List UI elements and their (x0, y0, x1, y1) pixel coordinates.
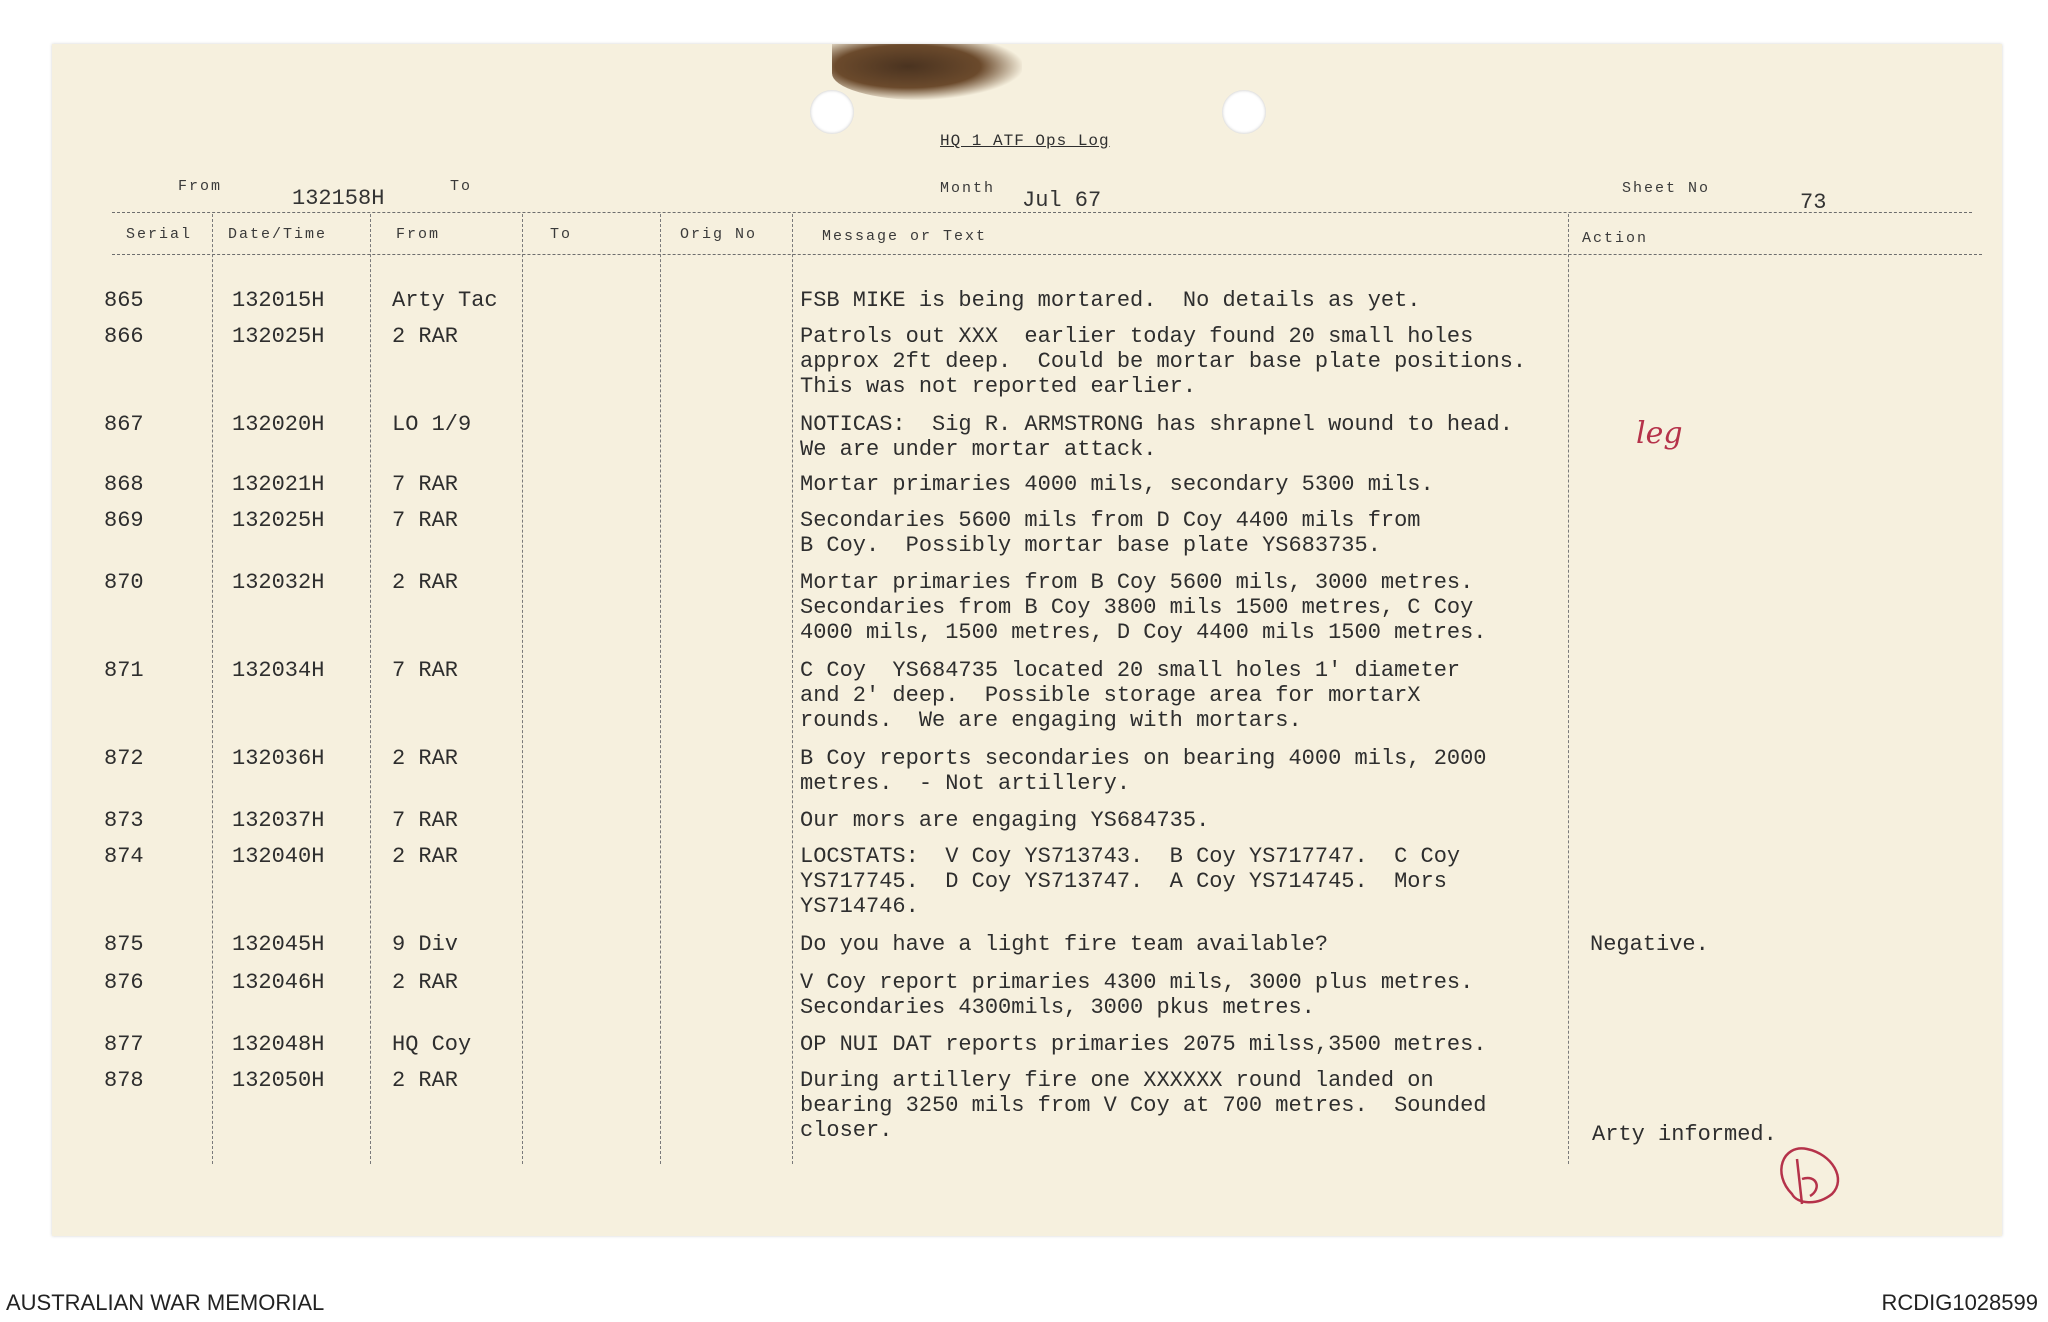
row-from: 7 RAR (392, 808, 459, 833)
row-serial: 872 (104, 746, 144, 771)
column-header-message: Message or Text (822, 228, 988, 245)
row-message: Secondaries 5600 mils from D Coy 4400 mils from B Coy. Possibly mortar base plate YS683735. (800, 508, 1421, 558)
month-value: Jul 67 (1022, 188, 1102, 213)
row-message: FSB MIKE is being mortared. No details as yet. (800, 288, 1421, 313)
row-time: 132025H (232, 324, 325, 349)
row-message: During artillery fire one XXXXXX round landed on bearing 3250 mils from V Coy at 700 metres. Sounded closer. (800, 1068, 1487, 1143)
row-serial: 874 (104, 844, 144, 869)
row-time: 132020H (232, 412, 325, 437)
row-message: Patrols out XXX earlier today found 20 small holes approx 2ft deep. Could be mortar base plate positions. This was not reported earlier. (800, 324, 1527, 399)
column-header-datetime: Date/Time (228, 226, 328, 243)
row-serial: 870 (104, 570, 144, 595)
from-label: From (178, 178, 223, 195)
row-serial: 873 (104, 808, 144, 833)
row-message: OP NUI DAT reports primaries 2075 milss,3500 metres. (800, 1032, 1487, 1057)
row-action: Negative. (1590, 932, 1709, 957)
row-message: NOTICAS: Sig R. ARMSTRONG has shrapnel wound to head. We are under mortar attack. (800, 412, 1513, 462)
row-action: Arty informed. (1592, 1122, 1777, 1147)
row-message: Mortar primaries 4000 mils, secondary 5300 mils. (800, 472, 1434, 497)
row-time: 132040H (232, 844, 325, 869)
row-from: 2 RAR (392, 570, 459, 595)
punch-hole-left (810, 90, 854, 134)
column-divider (212, 214, 213, 1164)
row-time: 132025H (232, 508, 325, 533)
column-header-orig-no: Orig No (680, 226, 758, 243)
footer-left: AUSTRALIAN WAR MEMORIAL (6, 1290, 325, 1315)
row-from: 2 RAR (392, 324, 459, 349)
row-serial: 871 (104, 658, 144, 683)
from-value: 132158H (292, 186, 385, 211)
sheet-value: 73 (1800, 190, 1827, 215)
column-header-to: To (550, 226, 573, 243)
row-message: C Coy YS684735 located 20 small holes 1' diameter and 2' deep. Possible storage area for mortarX rounds. We are engaging with mortars. (800, 658, 1461, 733)
row-serial: 877 (104, 1032, 144, 1057)
column-header-from: From (396, 226, 441, 243)
column-divider (522, 214, 523, 1164)
row-time: 132048H (232, 1032, 325, 1057)
row-from: 9 Div (392, 932, 459, 957)
column-header-serial: Serial (126, 226, 193, 243)
row-time: 132045H (232, 932, 325, 957)
row-message: Our mors are engaging YS684735. (800, 808, 1210, 833)
page-title: HQ 1 ATF Ops Log (940, 132, 1110, 150)
sheet-label: Sheet No (1622, 180, 1711, 197)
column-header-action: Action (1582, 230, 1649, 247)
row-from: 2 RAR (392, 746, 459, 771)
log-sheet (52, 44, 2002, 1236)
row-from: 2 RAR (392, 970, 459, 995)
row-time: 132021H (232, 472, 325, 497)
handwritten-correction: leg (1636, 416, 1683, 451)
punch-hole-right (1222, 90, 1266, 134)
footer-right: RCDIG1028599 (1881, 1290, 2038, 1315)
stain-mark (832, 44, 1022, 100)
column-divider (1568, 214, 1569, 1164)
row-time: 132037H (232, 808, 325, 833)
row-from: Arty Tac (392, 288, 498, 313)
row-time: 132034H (232, 658, 325, 683)
row-from: 2 RAR (392, 1068, 459, 1093)
row-from: 7 RAR (392, 658, 459, 683)
row-from: 7 RAR (392, 508, 459, 533)
row-message: B Coy reports secondaries on bearing 4000 mils, 2000 metres. - Not artillery. (800, 746, 1487, 796)
row-time: 132015H (232, 288, 325, 313)
row-serial: 878 (104, 1068, 144, 1093)
row-from: LO 1/9 (392, 412, 472, 437)
row-time: 132036H (232, 746, 325, 771)
header-rule-top (112, 212, 1972, 213)
column-divider (660, 214, 661, 1164)
column-divider (792, 214, 793, 1164)
row-message: LOCSTATS: V Coy YS713743. B Coy YS717747. C Coy YS717745. D Coy YS713747. A Coy YS714745. Mors YS714746. (800, 844, 1461, 919)
column-divider (370, 214, 371, 1164)
row-serial: 876 (104, 970, 144, 995)
row-message: Do you have a light fire team available? (800, 932, 1329, 957)
row-message: V Coy report primaries 4300 mils, 3000 plus metres. Secondaries 4300mils, 3000 pkus metres. (800, 970, 1474, 1020)
row-serial: 869 (104, 508, 144, 533)
row-serial: 868 (104, 472, 144, 497)
to-label: To (450, 178, 473, 195)
row-serial: 865 (104, 288, 144, 313)
row-serial: 867 (104, 412, 144, 437)
row-from: 7 RAR (392, 472, 459, 497)
initials-signature-icon (1762, 1134, 1862, 1214)
month-label: Month (940, 180, 996, 197)
row-time: 132032H (232, 570, 325, 595)
row-serial: 866 (104, 324, 144, 349)
row-from: HQ Coy (392, 1032, 472, 1057)
header-rule-bottom (112, 254, 1982, 255)
row-time: 132050H (232, 1068, 325, 1093)
row-time: 132046H (232, 970, 325, 995)
row-message: Mortar primaries from B Coy 5600 mils, 3000 metres. Secondaries from B Coy 3800 mils 1500 metres, C Coy 4000 mils, 1500 metres, D Coy 4400 mils 1500 metres. (800, 570, 1487, 645)
row-from: 2 RAR (392, 844, 459, 869)
row-serial: 875 (104, 932, 144, 957)
